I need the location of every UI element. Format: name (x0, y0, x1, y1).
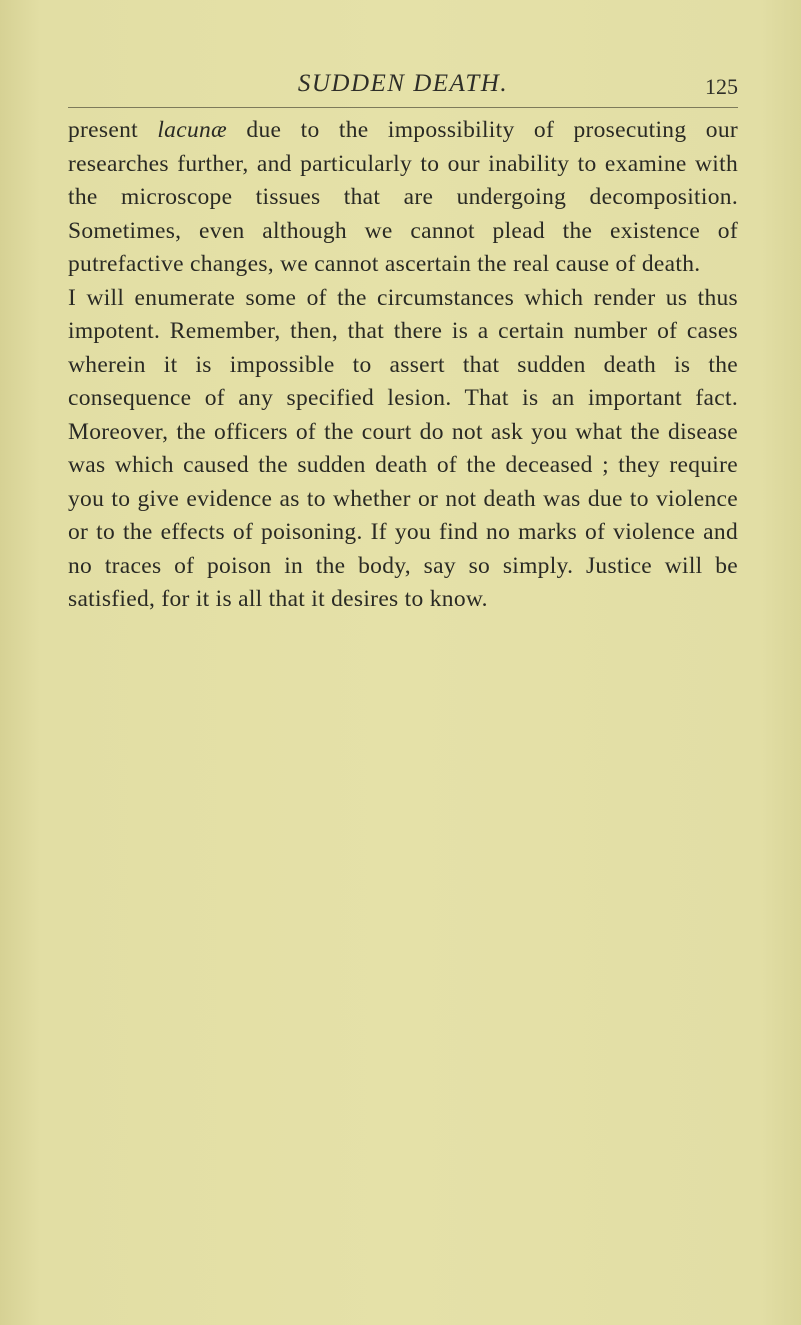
paragraph-2: I will enumerate some of the circumstances which render us thus impotent. Remember, then, that there is a certain number of cases wherein it is impossible to assert that sudden death is the consequence of any specified lesion. That is an important fact. Moreover, the officers of the court do not ask you what the disease was which caused the sudden death of the deceased ; they require you to give evidence as to whether or not death was due to violence or to the effects of poisoning. If you find no marks of violence and no traces of poison in the body, say so simply. Justice will be satisfied, for it is all that it desires to know. (68, 284, 738, 612)
paragraph-1 (68, 114, 738, 282)
header-rule (68, 107, 738, 108)
page-header (68, 70, 738, 106)
paragraph-1-rest: due to the impossibility of prosecuting our researches further, and particularly to our inability to examine with the microscope tissues that are undergoing decomposition. Sometimes, even although we cannot plead the existence of putrefactive changes, we cannot ascertain the real cause of death. (68, 117, 738, 277)
running-title: SUDDEN DEATH. (297, 70, 509, 97)
paragraph-1-start: present (68, 117, 158, 143)
italic-term: lacunæ (157, 117, 228, 143)
page-number: 125 (705, 74, 738, 99)
body-text (68, 114, 738, 617)
